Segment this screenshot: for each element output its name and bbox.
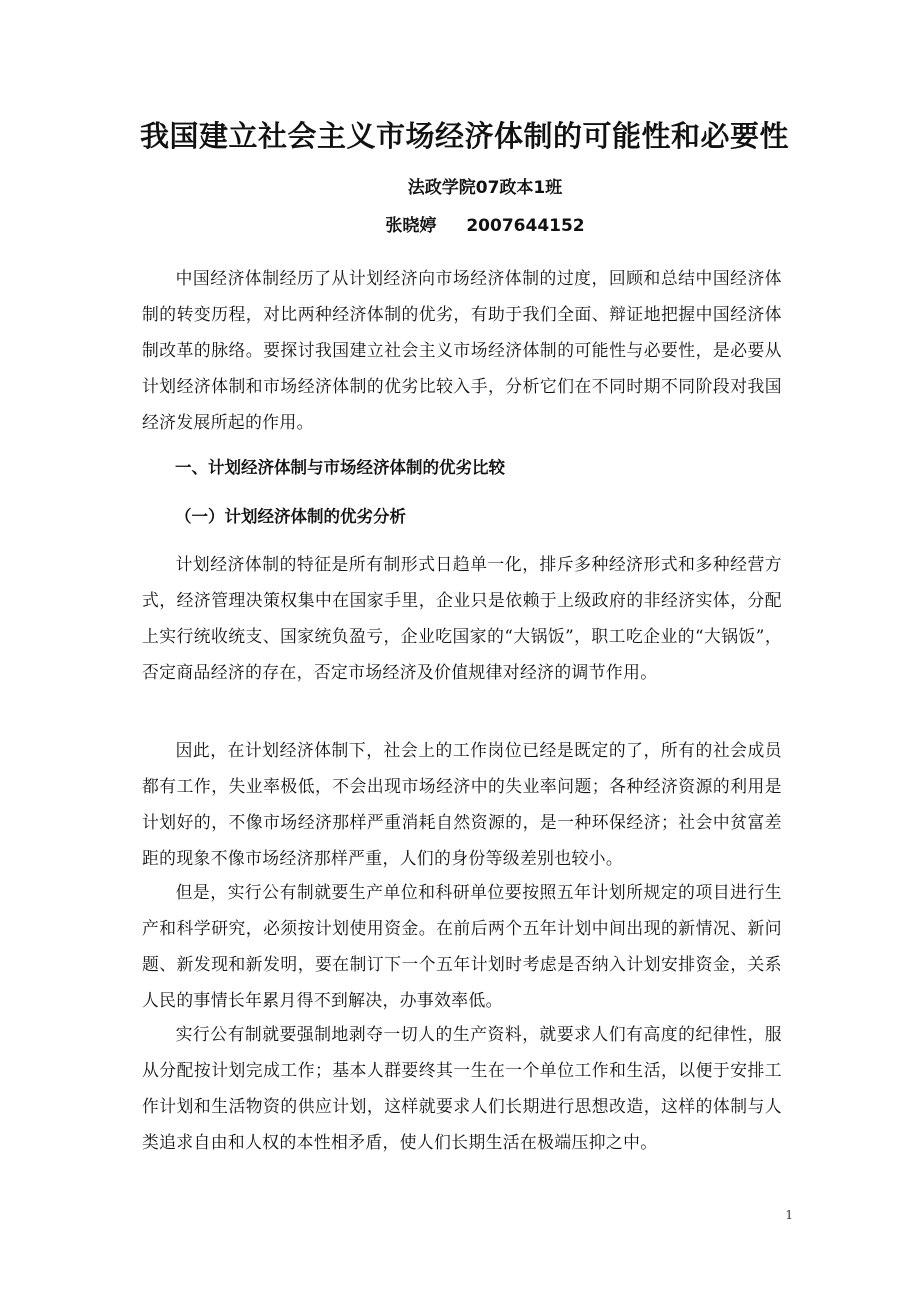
body-paragraph: 但是，实行公有制就要生产单位和科研单位要按照五年计划所规定的项目进行生产和科学研究，必须按计划使用资金。在前后两个五年计划中间出现的新情况、新问题、新发现和新发明，要在制订下一个五年计划时考虑是否纳入计划安排资金，关系人民的事情长年累月得不到解决，办事效率低。 (142, 882, 782, 1010)
author-affiliation (0, 175, 920, 201)
student-id: 2007644152 (466, 216, 585, 236)
page-number: 1 (785, 1208, 793, 1222)
intro-paragraph: 中国经济体制经历了从计划经济向市场经济体制的过度，回顾和总结中国经济体制的转变历程，对比两种经济体制的优劣，有助于我们全面、辩证地把握中国经济体制改革的脉络。要探讨我国建立社会主义市场经济体制的可能性与必要性，是必要从计划经济体制和市场经济体制的优劣比较入手，分析它们在不同时期不同阶段对我国经济发展所起的作用。 (142, 268, 782, 432)
body-paragraph: 计划经济体制的特征是所有制形式日趋单一化，排斥多种经济形式和多种经营方式，经济管理决策权集中在国家手里，企业只是依赖于上级政府的非经济实体，分配上实行统收统支、国家统负盈亏，企业吃国家的“大锅饭”，职工吃企业的“大锅饭”，否定商品经济的存在，否定市场经济及价值规律对经济的调节作用。 (142, 554, 782, 682)
body-paragraph: 因此，在计划经济体制下，社会上的工作岗位已经是既定的了，所有的社会成员都有工作，失业率极低，不会出现市场经济中的失业率问题；各种经济资源的利用是计划好的，不像市场经济那样严重消耗自然资源的，是一种环保经济；社会中贫富差距的现象不像市场经济那样严重，人们的身份等级差别也较小。 (142, 740, 782, 868)
subsection-heading: （一）计划经济体制的优劣分析 (175, 507, 406, 526)
author-line (0, 213, 920, 239)
document-title: 我国建立社会主义市场经济体制的可能性和必要性 (140, 119, 790, 153)
author-name: 张晓婷 (385, 216, 437, 236)
section-heading: 一、计划经济体制与市场经济体制的优劣比较 (175, 458, 505, 477)
body-paragraph: 实行公有制就要强制地剥夺一切人的生产资料，就要求人们有高度的纪律性，服从分配按计划完成工作；基本人群要终其一生在一个单位工作和生活，以便于安排工作计划和生活物资的供应计划，这样就要求人们长期进行思想改造，这样的体制与人类追求自由和人权的本性相矛盾，使人们长期生活在极端压抑之中。 (142, 1024, 782, 1152)
school-class-label: 法政学院07政本1班 (407, 178, 563, 198)
